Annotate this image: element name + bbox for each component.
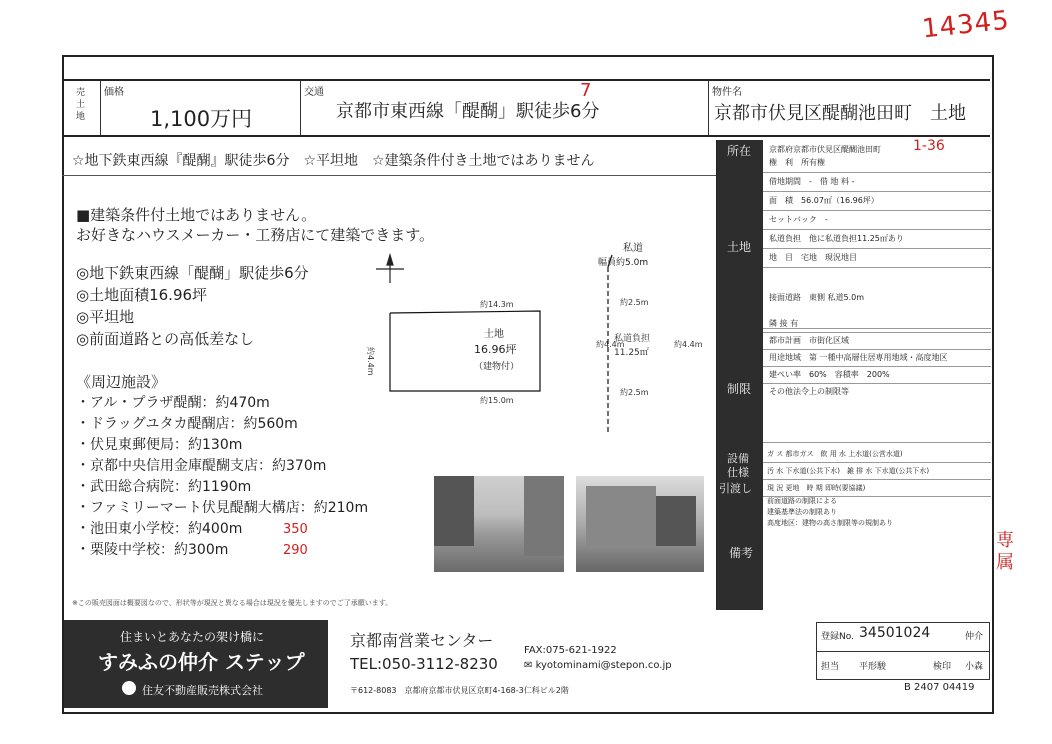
row-key: 汚 水 (767, 467, 784, 475)
row-value: 他に私道負担11.25㎡あり (809, 234, 904, 243)
dim-left: 約4.4m (366, 347, 375, 376)
feature-list (76, 262, 309, 350)
row-value: 東側 私道5.0m (809, 293, 865, 302)
facility-row (763, 480, 991, 497)
row-key: 飲 用 水 (820, 450, 846, 458)
nearby-item: ・ドラッグユタカ醍醐店：約560m (76, 416, 298, 432)
footer-brand-panel (64, 620, 328, 708)
lot-area: 16.96坪 (474, 343, 517, 356)
row-key: 面 積 (769, 196, 793, 205)
restrict-row (763, 367, 991, 384)
land-row (763, 154, 991, 173)
row-key: ガ ス (767, 450, 784, 458)
row-key: 用途地域 (769, 353, 801, 362)
compass-icon (376, 255, 404, 283)
company-logo-icon (122, 681, 136, 695)
dim-top: 約14.3m (480, 300, 514, 309)
row-extra: 現況地目 (825, 253, 857, 262)
nearby-item: ・ファミリーマート伏見醍醐大構店：約210m (76, 500, 369, 516)
row-value: 更地 (785, 484, 800, 492)
land-row (763, 211, 991, 230)
row-value: 下水道(公共下水) (874, 467, 930, 475)
handwritten-school-distance: 350 (283, 522, 308, 537)
email-address: kyotominami@stepon.co.jp (535, 660, 672, 671)
row-key: 建ぺい率 (769, 370, 801, 379)
transport-value: 京都市東西線「醍醐」駅徒歩6分 (336, 101, 600, 122)
check-name: 小森 (965, 662, 984, 672)
row-value: 56.07㎡（16.96坪） (801, 196, 879, 205)
facility-label: 設備 (727, 452, 749, 465)
feature-item: ◎前面道路との高低差なし (76, 330, 255, 348)
row-key: 借地期間 (769, 177, 801, 186)
office-name: 京都南営業センター (350, 631, 494, 650)
facility-row (763, 463, 991, 480)
doc-code: B 2407 04419 (904, 682, 975, 693)
lot-title: 土地 (484, 329, 504, 340)
row-value: 下水道(公共下水) (785, 467, 840, 475)
reg-label: 登録No. (821, 632, 854, 642)
nearby-title: 《周辺施設》 (76, 373, 167, 391)
property-value: 京都市伏見区醍醐池田町 土地 (714, 103, 966, 124)
row-value: 即時(要協議) (824, 484, 866, 492)
road-label: 私道 (623, 243, 643, 254)
notes-label: 備考 (729, 546, 754, 560)
restrict-rows (763, 316, 991, 443)
tagline: 住まいとあなたの架け橋に (120, 630, 265, 644)
price-type-label: 売土地 (76, 88, 86, 122)
restrict-row (763, 350, 991, 367)
lot-note: （建物付） (474, 362, 520, 372)
highlights: ☆地下鉄東西線『醍醐』駅徒歩6分 ☆平坦地 ☆建築条件付き土地ではありません (72, 153, 595, 169)
registration-box (816, 622, 990, 680)
reg-number: 34501024 (859, 625, 931, 641)
site-plan (366, 235, 710, 465)
property-cell (708, 81, 990, 135)
handover-label: 引渡し (719, 482, 752, 495)
street-photo (434, 476, 564, 572)
spec-table (716, 140, 991, 610)
facility-rows (763, 446, 991, 497)
land-row (763, 173, 991, 192)
restrict-label: 制限 (727, 382, 752, 396)
row-value: - (809, 177, 812, 186)
row-key: 地 目 (769, 253, 793, 262)
dim-bottom: 約15.0m (480, 396, 514, 405)
reg-type: 仲介 (965, 632, 984, 642)
handwritten-exclusive: 専属 (996, 530, 1014, 573)
row-key: 雑 排 水 (846, 467, 873, 475)
location-value: 京都府京都市伏見区醍醐池田町 (769, 145, 881, 154)
row-key: 権 利 (769, 158, 793, 167)
note-line: 高度地区：建物の高さ制限等の規制あり (767, 519, 893, 527)
transport-label: 交通 (304, 87, 324, 98)
row-key: 隣 接 有 (769, 319, 799, 328)
handwritten-walk-minutes: 7 (580, 80, 592, 101)
divider (817, 651, 989, 652)
spec-label: 仕様 (727, 466, 749, 479)
land-row (763, 230, 991, 249)
restrict-row (763, 333, 991, 350)
nearby-item: ・伏見東郵便局：約130m (76, 437, 243, 453)
agent-name: 平形駿 (859, 662, 887, 672)
notes (767, 496, 987, 529)
land-rows (763, 154, 991, 329)
company-name: 住友不動産販売株式会社 (142, 684, 263, 697)
property-label: 物件名 (712, 87, 742, 98)
road-width: 幅員約5.0m (598, 258, 649, 268)
email (524, 660, 672, 671)
disclaimer: ※この販売図面は概要図なので、形状等が現況と異なる場合は現況を優先しますのでご了承願います。 (72, 599, 393, 607)
location-label: 所在 (727, 144, 752, 158)
land-label: 土地 (727, 240, 752, 254)
price-type-cell (62, 81, 101, 135)
restrict-row (763, 316, 991, 333)
nearby-item: ・池田東小学校：約400m (76, 521, 243, 537)
nearby-item: ・京都中央信用金庫醍醐支店：約370m (76, 458, 327, 474)
site-photo (576, 476, 704, 572)
header-row (62, 79, 990, 137)
price-value: 1,100万円 (150, 107, 253, 131)
row-key: セットバック (769, 215, 817, 224)
transport-cell (300, 81, 709, 135)
nearby-item: ・栗陵中学校：約300m (76, 542, 229, 558)
email-icon: ✉ (524, 660, 533, 671)
row-extra: 借 地 料 - (819, 177, 855, 186)
land-row (763, 249, 991, 268)
row-key: 私道負担 (769, 234, 801, 243)
private-road-label: 私道負担 (614, 334, 651, 344)
row-value: 市街化区域 (809, 336, 849, 345)
brand-name: すみふの仲介 ステップ (98, 650, 305, 674)
highlights-divider (62, 175, 716, 176)
row-key: その他法令上の制限等 (769, 387, 849, 396)
row-value: 第 一種中高層住居専用地域・高度地区 (809, 353, 948, 362)
price-cell (100, 81, 301, 135)
row-value: 都市ガス (785, 450, 814, 458)
row-key: 時 期 (806, 484, 823, 492)
handwritten-school-distance-2: 290 (283, 543, 308, 558)
dim-right-2: 約4.4m (674, 340, 703, 349)
row-key: 現 況 (767, 484, 784, 492)
fax: FAX:075-621-1922 (524, 645, 617, 656)
feature-item: ◎土地面積16.96坪 (76, 286, 208, 304)
row-value: 60% 容積率 200% (809, 370, 890, 379)
price-label: 価格 (104, 87, 124, 98)
note-line: 前面道路の制限による (767, 497, 837, 505)
row-key: 都市計画 (769, 336, 801, 345)
check-label: 検印 (933, 662, 952, 672)
row-key: 接面道路 (769, 293, 801, 302)
feature-item: ◎平坦地 (76, 308, 135, 326)
row-value: 上水道(公営水道) (848, 450, 903, 458)
handwritten-id: 14345 (920, 5, 1012, 45)
feature-item: ◎地下鉄東西線「醍醐」駅徒歩6分 (76, 264, 309, 282)
nearby-item: ・武田総合病院：約1190m (76, 479, 252, 495)
nearby-item: ・アル・プラザ醍醐：約470m (76, 395, 270, 411)
land-row (763, 192, 991, 211)
restrict-row (763, 384, 991, 443)
nearby-list (76, 372, 368, 561)
facility-row (763, 446, 991, 463)
tel: TEL:050-3112-8230 (350, 655, 498, 673)
intro-line-2: お好きなハウスメーカー・工務店にて建築できます。 (76, 226, 435, 244)
dim-side-top: 約2.5m (620, 298, 649, 307)
address: 〒612-8083 京都府京都市伏見区京町4-168-3仁科ビル2階 (350, 686, 569, 695)
row-value: 宅地 (801, 253, 817, 262)
note-line: 建築基準法の制限あり (767, 508, 837, 516)
dim-side-bottom: 約2.5m (620, 388, 649, 397)
intro-line-1: ■建築条件付土地ではありません。 (76, 206, 317, 224)
handwritten-lot-number: 1-36 (913, 138, 945, 154)
row-value: 所有権 (801, 158, 825, 167)
row-value: - (824, 215, 828, 224)
agent-label: 担当 (821, 662, 840, 672)
dim-right-1: 約4.4m (596, 340, 625, 349)
label-column (717, 140, 763, 610)
private-road-area: 11.25㎡ (614, 348, 649, 358)
